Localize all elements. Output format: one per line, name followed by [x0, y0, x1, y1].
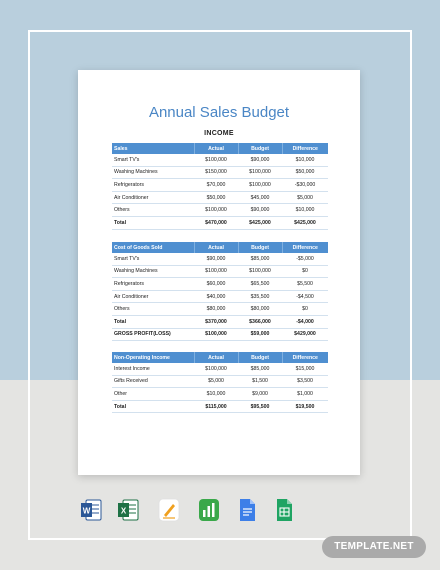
table-cell: $19,500	[282, 400, 328, 413]
table-cell: $50,000	[282, 166, 328, 179]
table-cell: $115,000	[194, 400, 238, 413]
word-icon[interactable]	[80, 498, 102, 522]
table-cell: Washing Machines	[112, 166, 194, 179]
column-header: Sales	[112, 143, 194, 154]
table-cell: $10,000	[282, 154, 328, 166]
document-title: Annual Sales Budget	[148, 104, 290, 121]
table-cell: -$4,000	[282, 315, 328, 328]
table-cell: $425,000	[238, 216, 282, 229]
gross-profit-row	[112, 328, 328, 341]
column-header: Budget	[238, 143, 282, 154]
sales-table	[112, 143, 328, 230]
table-cell: $80,000	[194, 303, 238, 316]
column-header: Actual	[194, 143, 238, 154]
svg-text:W: W	[82, 506, 91, 516]
table-cell: $366,000	[238, 315, 282, 328]
table-cell: $100,000	[238, 179, 282, 192]
table-cell: Others	[112, 303, 194, 316]
table-cell: Total	[112, 400, 194, 413]
table-cell: Refrigerators	[112, 278, 194, 291]
table-cell: $5,000	[194, 375, 238, 388]
table-cell: $0	[282, 265, 328, 278]
table-cell: $10,000	[194, 388, 238, 401]
table-header-row	[112, 242, 328, 253]
table-cell: Air Conditioner	[112, 191, 194, 204]
column-header: Budget	[238, 352, 282, 363]
table-row	[112, 204, 328, 217]
table-cell: $100,000	[238, 166, 282, 179]
table-cell: Interest Income	[112, 363, 194, 375]
table-cell: $470,000	[194, 216, 238, 229]
table-cell: $15,000	[282, 363, 328, 375]
income-heading: INCOME	[204, 130, 234, 137]
brand-badge[interactable]: TEMPLATE.NET	[322, 536, 426, 558]
table-cell: Gifts Received	[112, 375, 194, 388]
table-cell: $1,500	[238, 375, 282, 388]
table-cell: $1,000	[282, 388, 328, 401]
table-row	[112, 265, 328, 278]
table-header-row	[112, 143, 328, 154]
table-cell: Smart TV's	[112, 253, 194, 265]
table-cell: Refrigerators	[112, 179, 194, 192]
table-cell: -$4,500	[282, 290, 328, 303]
table-row	[112, 363, 328, 375]
column-header: Difference	[282, 352, 328, 363]
table-cell: $85,000	[238, 363, 282, 375]
cost-of-goods-table	[112, 242, 328, 341]
table-cell: $70,000	[194, 179, 238, 192]
table-cell: $100,000	[194, 204, 238, 217]
column-header: Actual	[194, 242, 238, 253]
google-sheets-icon[interactable]	[273, 498, 295, 522]
table-cell: $370,000	[194, 315, 238, 328]
table-cell: $5,000	[282, 191, 328, 204]
table-row	[112, 253, 328, 265]
table-cell: $100,000	[194, 154, 238, 166]
table-cell: $0	[282, 303, 328, 316]
total-row	[112, 400, 328, 413]
table-cell: $80,000	[238, 303, 282, 316]
table-cell: $59,000	[238, 328, 282, 341]
table-cell: $90,000	[238, 154, 282, 166]
table-cell: Total	[112, 216, 194, 229]
column-header: Non-Operating Income	[112, 352, 194, 363]
table-cell: $10,000	[282, 204, 328, 217]
pages-icon[interactable]	[158, 498, 180, 522]
table-cell: $100,000	[194, 265, 238, 278]
table-cell: $35,500	[238, 290, 282, 303]
document-page	[78, 70, 360, 475]
table-cell: $150,000	[194, 166, 238, 179]
column-header: Actual	[194, 352, 238, 363]
total-row	[112, 216, 328, 229]
table-row	[112, 166, 328, 179]
svg-text:X: X	[120, 506, 127, 516]
table-row	[112, 278, 328, 291]
column-header: Difference	[282, 143, 328, 154]
table-cell: Other	[112, 388, 194, 401]
google-docs-icon[interactable]	[236, 498, 258, 522]
table-cell: $65,500	[238, 278, 282, 291]
excel-icon[interactable]	[117, 498, 139, 522]
column-header: Difference	[282, 242, 328, 253]
table-cell: GROSS PROFIT(LOSS)	[112, 328, 194, 341]
table-cell: $95,500	[238, 400, 282, 413]
table-row	[112, 191, 328, 204]
table-cell: $425,000	[282, 216, 328, 229]
numbers-icon[interactable]	[198, 498, 220, 522]
table-cell: $100,000	[238, 265, 282, 278]
table-cell: $50,000	[194, 191, 238, 204]
table-cell: $3,500	[282, 375, 328, 388]
table-cell: $100,000	[194, 328, 238, 341]
table-row	[112, 290, 328, 303]
table-cell: $90,000	[194, 253, 238, 265]
table-row	[112, 375, 328, 388]
column-header: Cost of Goods Sold	[112, 242, 194, 253]
table-row	[112, 154, 328, 166]
table-cell: $100,000	[194, 363, 238, 375]
table-cell: $40,000	[194, 290, 238, 303]
table-cell: $45,000	[238, 191, 282, 204]
table-row	[112, 179, 328, 192]
table-row	[112, 303, 328, 316]
table-cell: $429,000	[282, 328, 328, 341]
table-cell: Air Conditioner	[112, 290, 194, 303]
non-operating-income-table	[112, 352, 328, 413]
table-cell: $85,000	[238, 253, 282, 265]
table-cell: $9,000	[238, 388, 282, 401]
table-cell: Smart TV's	[112, 154, 194, 166]
column-header: Budget	[238, 242, 282, 253]
table-cell: $60,000	[194, 278, 238, 291]
table-cell: Others	[112, 204, 194, 217]
total-row	[112, 315, 328, 328]
table-cell: $90,000	[238, 204, 282, 217]
table-cell: -$30,000	[282, 179, 328, 192]
table-cell: $5,500	[282, 278, 328, 291]
table-cell: -$5,000	[282, 253, 328, 265]
format-icons	[0, 498, 440, 524]
table-cell: Washing Machines	[112, 265, 194, 278]
table-cell: Total	[112, 315, 194, 328]
table-row	[112, 388, 328, 401]
table-header-row	[112, 352, 328, 363]
